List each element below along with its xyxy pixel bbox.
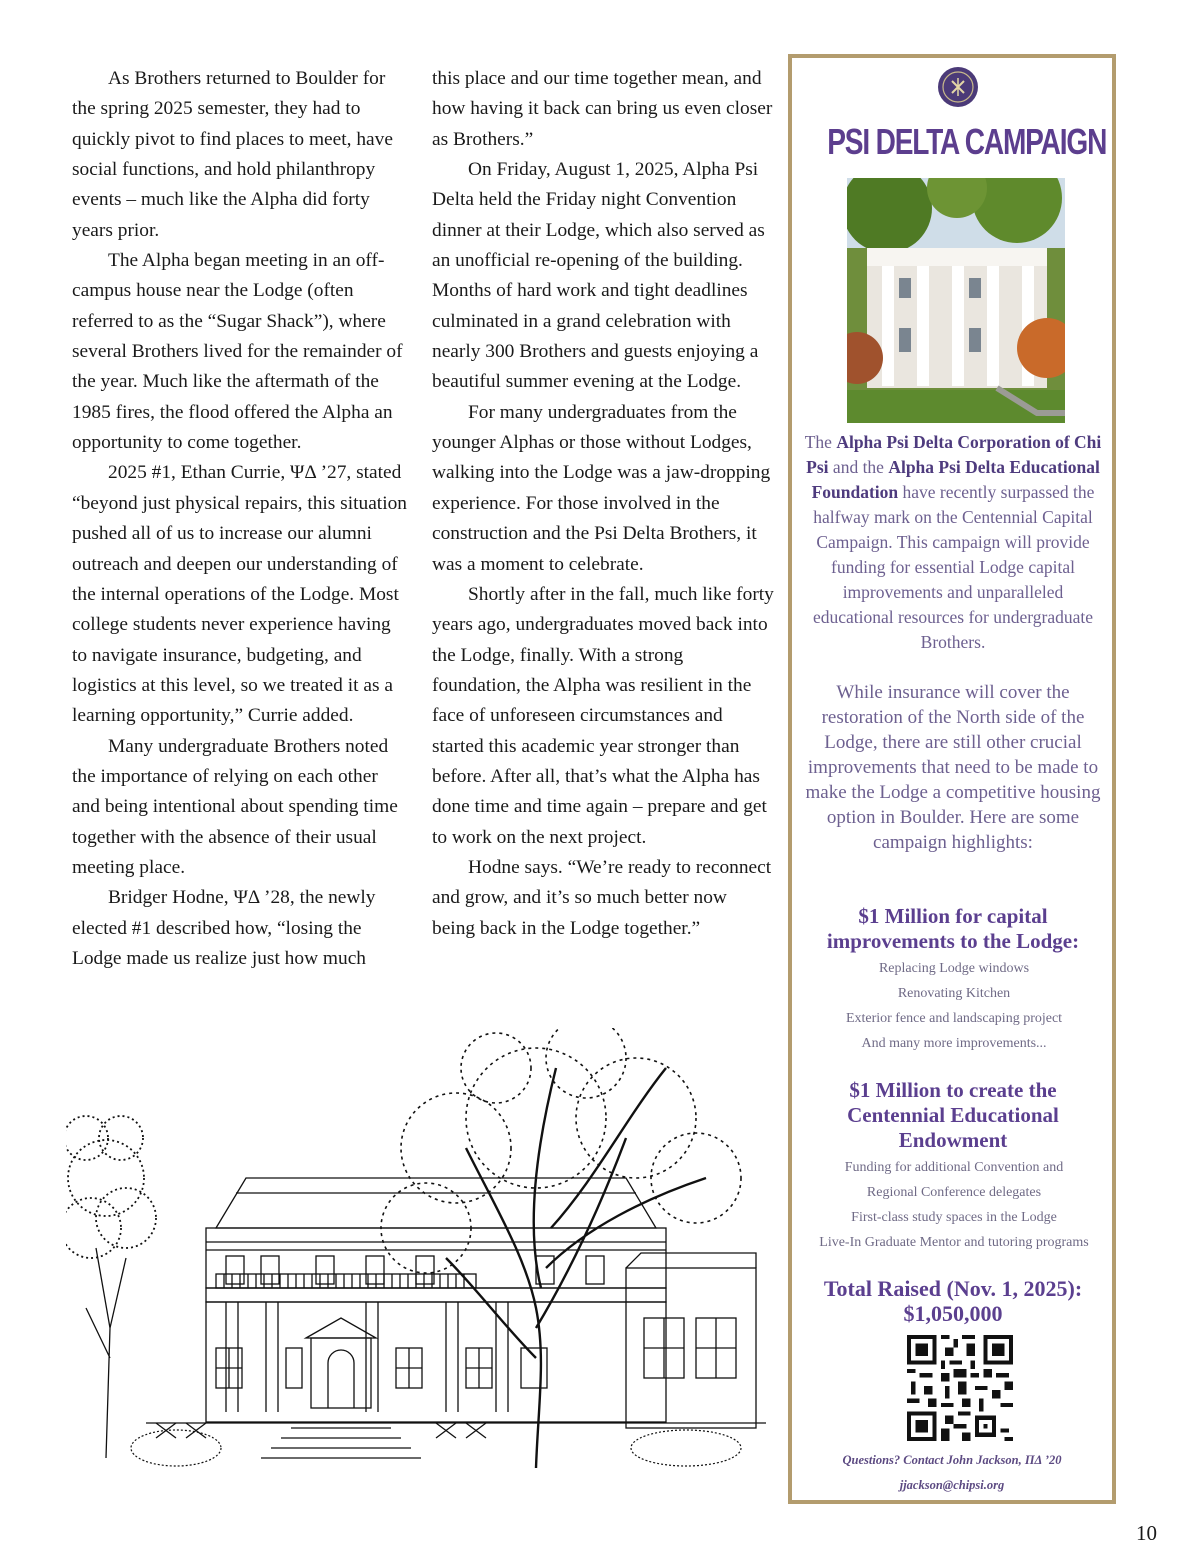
list-item: Exterior fence and landscaping project — [845, 1011, 1063, 1026]
list-item: Replacing Lodge windows — [878, 961, 1030, 976]
total-raised — [802, 1276, 1104, 1326]
list-item: Regional Conference delegates — [866, 1185, 1042, 1200]
paragraph: Hodne says. “We’re ready to reconnect and grow, and it’s so much better now being back in the Lodge together.” — [432, 856, 772, 939]
paragraph: this place and our time together mean, and how having it back can bring us even closer as Brothers.” — [432, 68, 773, 150]
capital-heading: $1 Million for capital improvements to the Lodge: — [826, 904, 1080, 953]
article-column-2 — [432, 64, 774, 944]
education-heading: $1 Million to create the Centennial Educational Endowment — [847, 1078, 1059, 1152]
total-raised-label: Total Raised (Nov. 1, 2025): — [823, 1276, 1083, 1301]
paragraph: Bridger Hodne, ΨΔ ’28, the newly elected #1 described how, “losing the Lodge made us realize just how much — [72, 887, 376, 969]
lodge-photo — [847, 178, 1065, 423]
paragraph: Many undergraduate Brothers noted the importance of relying on each other and being intentional about spending time together with the absence of their usual meeting place. — [72, 735, 398, 878]
paragraph: The Alpha began meeting in an off-campus house near the Lodge (often referred to as the “Sugar Shack”), where several Brothers lived for the remainder of the year. Much like the aftermath of the 1985 fires, the flood offered the Alpha an opportunity to come together. — [72, 250, 403, 454]
contact-line: Questions? Contact John Jackson, ΠΔ ’20 — [842, 1453, 1062, 1467]
campaign-title: PSI DELTA CAMPAIGN — [827, 121, 1107, 162]
list-item: And many more improvements... — [861, 1036, 1047, 1051]
qr-code[interactable] — [907, 1335, 1013, 1441]
page-number: 10 — [1136, 1521, 1157, 1545]
chi-psi-seal-icon — [937, 66, 979, 108]
paragraph: On Friday, August 1, 2025, Alpha Psi Delta held the Friday night Convention dinner at their Lodge, which also served as an unofficial re-opening of the building. Months of hard work and tight deadlines culminated in a grand celebration with nearly 300 Brothers and guests enjoying a beautiful summer evening at the Lodge. — [432, 159, 765, 393]
capital-items-list — [798, 956, 1110, 1056]
paragraph: For many undergraduates from the younger Alphas or those without Lodges, walking into the Lodge was a jaw-dropping experience. For those involved in the construction and the Psi Delta Brothers, it was a moment to celebrate. — [432, 401, 771, 575]
list-item: Renovating Kitchen — [897, 986, 1011, 1001]
list-item: First-class study spaces in the Lodge — [851, 1210, 1057, 1225]
paragraph: Shortly after in the fall, much like forty years ago, undergraduates moved back into the Lodge, finally. With a strong foundation, the Alpha was resilient in the face of unforeseen circumstances and started this academic year stronger than before. After all, that’s what the Alpha has done time and time again – prepare and get to work on the next project. — [432, 583, 774, 848]
list-item: Live-In Graduate Mentor and tutoring programs — [819, 1235, 1089, 1250]
paragraph: 2025 #1, Ethan Currie, ΨΔ ’27, stated “beyond just physical repairs, this situation pushed all of us to increase our alumni outreach and deepen our understanding of the internal operations of the Lodge. Most college students never experience having to navigate insurance, budgeting, and logistics at this level, so we treated it as a learning opportunity,” Currie added. — [72, 462, 407, 727]
campaign-intro: The Alpha Psi Delta Corporation of Chi Psi and the Alpha Psi Delta Educational Foundation have recently surpassed the halfway mark on the Centennial Capital Campaign. This campaign will provide funding for essential Lodge capital improvements and unparalleled educational resources for undergraduate Brothers. — [804, 432, 1102, 652]
education-items-list — [798, 1155, 1110, 1255]
total-raised-amount: $1,050,000 — [903, 1301, 1003, 1326]
lodge-sketch-illustration — [66, 1028, 774, 1468]
insurance-paragraph: While insurance will cover the restoration of the North side of the Lodge, there are still other crucial improvements that need to be made to make the Lodge a competitive housing option in Boulder. Here are some campaign highlights: — [805, 682, 1101, 853]
paragraph: As Brothers returned to Boulder for the spring 2025 semester, they had to quickly pivot to find places to meet, have social functions, and hold philanthropy events – much like the Alpha did forty years prior. — [72, 68, 393, 241]
campaign-sidebar — [788, 54, 1116, 1504]
article-column-1 — [72, 64, 408, 974]
list-item: Funding for additional Convention and — [844, 1160, 1064, 1175]
contact-email-link[interactable]: jjackson@chipsi.org — [899, 1478, 1005, 1492]
